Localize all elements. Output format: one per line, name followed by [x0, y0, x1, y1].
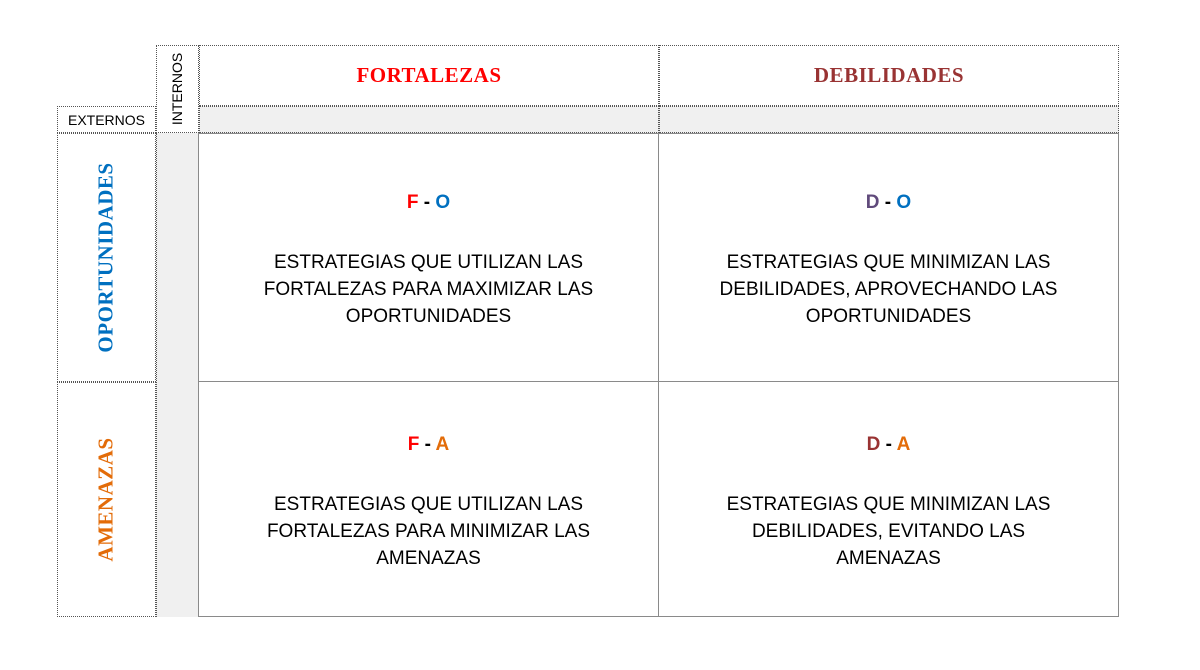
debilidades-label: DEBILIDADES — [813, 63, 965, 87]
quadrant-do — [658, 133, 1119, 382]
quadrant-fa — [198, 381, 659, 617]
fa-code: F - A — [407, 434, 450, 455]
externos-label: EXTERNOS — [67, 111, 145, 128]
fo-description: ESTRATEGIAS QUE UTILIZAN LAS FORTALEZAS PARA MAXIMIZAR LAS OPORTUNIDADES — [263, 252, 594, 327]
oportunidades-header — [57, 133, 156, 382]
do-code: D - O — [865, 192, 912, 213]
fortalezas-header — [199, 45, 659, 106]
fa-description: ESTRATEGIAS QUE UTILIZAN LAS FORTALEZAS PARA MINIMIZAR LAS AMENAZAS — [266, 494, 591, 569]
quadrant-fo — [198, 133, 659, 382]
fortalezas-label: FORTALEZAS — [356, 63, 502, 87]
internos-header — [156, 45, 199, 133]
da-description: ESTRATEGIAS QUE MINIMIZAN LAS DEBILIDADES, EVITANDO LAS AMENAZAS — [726, 494, 1051, 569]
debilidades-header — [659, 45, 1119, 106]
externos-header — [57, 106, 156, 133]
header-spacer-debilidades — [659, 106, 1119, 133]
amenazas-header — [57, 382, 156, 617]
row-spacer-column — [156, 133, 199, 617]
quadrant-da — [658, 381, 1119, 617]
amenazas-label: AMENAZAS — [94, 437, 118, 562]
oportunidades-label: OPORTUNIDADES — [94, 162, 118, 353]
fo-code: F - O — [406, 192, 451, 213]
do-description: ESTRATEGIAS QUE MINIMIZAN LAS DEBILIDADES, APROVECHANDO LAS OPORTUNIDADES — [719, 252, 1058, 327]
header-spacer-fortalezas — [199, 106, 659, 133]
da-code: D - A — [866, 434, 911, 455]
internos-label: INTERNOS — [169, 52, 186, 126]
